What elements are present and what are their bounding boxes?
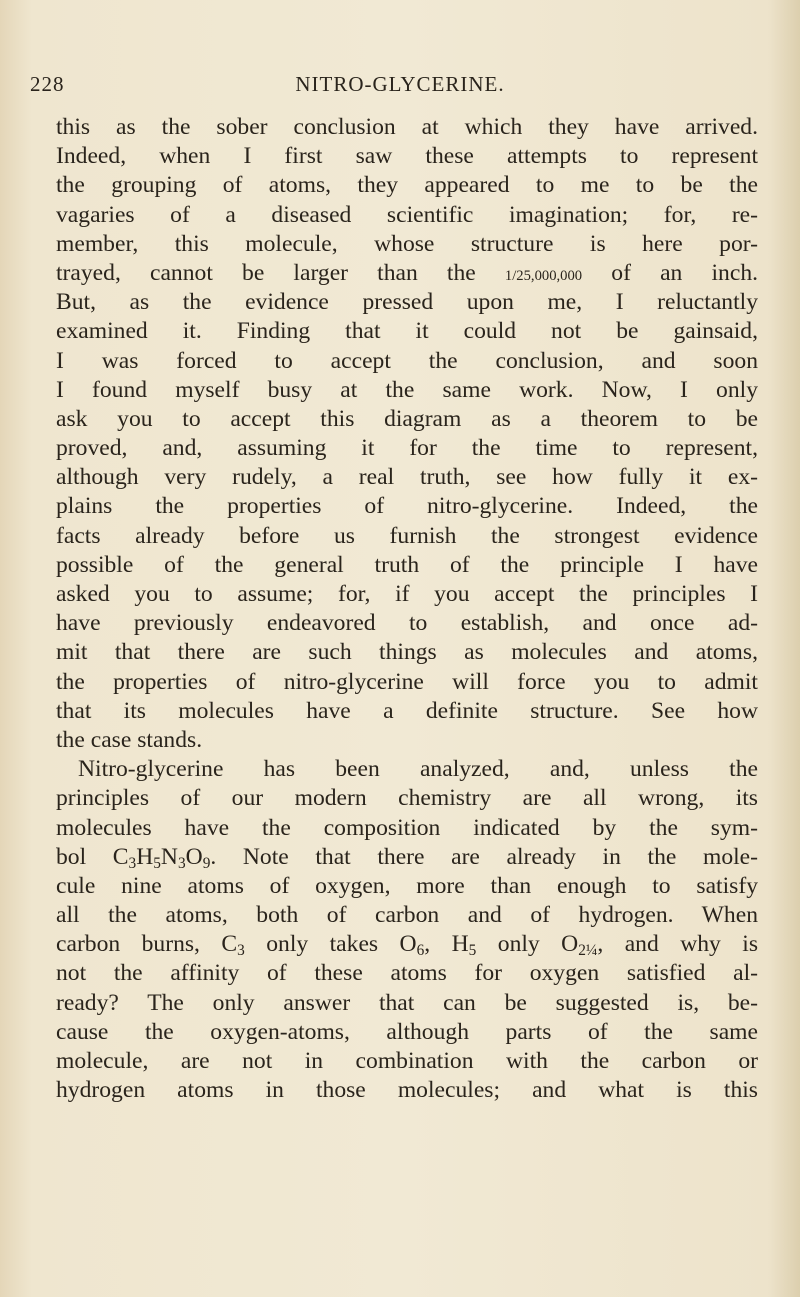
text-segment: , and why is: [597, 931, 759, 958]
chemical-formula: $O_6$: [399, 931, 425, 960]
text-line: I was forced to accept the conclusion, and soon: [56, 347, 758, 374]
text-line: not the affinity of these atoms for oxygen satisfied al-: [56, 960, 758, 987]
text-line: ready? The only answer that can be suggested is, be-: [56, 989, 758, 1016]
running-title: NITRO-GLYCERINE.: [295, 72, 505, 96]
text-line: ask you to accept this diagram as a theorem to be: [56, 405, 758, 432]
text-line: carbon burns, $C_3$ only takes $O_6$, $H_5$ only $O_{2\frac{1}{4}}$, and why is: [56, 931, 759, 960]
chemical-formula: $C_3H_5N_3O_9$: [112, 843, 211, 872]
page-number: 228: [30, 72, 65, 96]
text-line: facts already before us furnish the strongest evidence: [56, 522, 758, 549]
text-segment: carbon burns,: [56, 931, 200, 958]
text-line: cause the oxygen-atoms, although parts of the same: [56, 1018, 758, 1045]
text-line: the grouping of atoms, they appeared to me to be the: [56, 172, 758, 199]
text-line: the case stands.: [56, 726, 203, 753]
text-line: although very rudely, a real truth, see how fully it ex-: [56, 464, 758, 491]
text-line: [56, 843, 758, 872]
chemical-formula: $H_5$: [451, 931, 477, 960]
body-text: [56, 113, 758, 1105]
text-line: But, as the evidence pressed upon me, I reluctantly: [56, 289, 758, 316]
text-segment: only: [497, 931, 540, 958]
text-line: possible of the general truth of the principle I have: [56, 551, 758, 578]
fraction: 1/25,000,000: [504, 267, 583, 284]
chemical-formula: $C_3$: [221, 931, 245, 960]
text-line: asked you to assume; for, if you accept the principles I: [56, 581, 758, 607]
text-line: Indeed, when I first saw these attempts to represent: [56, 143, 758, 170]
text-line: all the atoms, both of carbon and of hydrogen. When: [56, 902, 758, 929]
text-segment: . Note that there are already in the mole-: [210, 843, 758, 870]
text-line: this as the sober conclusion at which they have arrived.: [56, 114, 758, 140]
text-line: molecule, are not in combination with the carbon or: [56, 1048, 758, 1074]
text-line: [56, 259, 758, 288]
text-line: member, this molecule, whose structure is here por-: [56, 230, 758, 257]
text-line: the properties of nitro-glycerine will force you to admit: [56, 668, 758, 695]
text-line: vagaries of a diseased scientific imagination; for, re-: [56, 201, 758, 228]
text-line: that its molecules have a definite structure. See how: [56, 697, 758, 724]
text-line: I found myself busy at the same work. Now, I only: [56, 376, 758, 403]
text-segment: bol: [56, 843, 87, 870]
text-line: principles of our modern chemistry are all wrong, its: [56, 785, 758, 812]
chemical-formula: $O_{2\frac{1}{4}}$: [561, 931, 598, 960]
text-line: cule nine atoms of oxygen, more than enough to satisfy: [56, 872, 758, 899]
text-line: hydrogen atoms in those molecules; and what is this: [56, 1077, 758, 1104]
page-header: [0, 72, 800, 102]
text-segment: trayed, cannot be larger than the: [56, 259, 476, 286]
text-segment: only takes: [266, 931, 379, 958]
text-line: plains the properties of nitro-glycerine. Indeed, the: [56, 493, 758, 520]
text-line: molecules have the composition indicated by the sym-: [56, 814, 758, 841]
text-line: Nitro-glycerine has been analyzed, and, unless the: [78, 756, 758, 783]
text-segment: of an inch.: [611, 259, 759, 286]
text-line: proved, and, assuming it for the time to represent,: [56, 435, 758, 462]
text-line: examined it. Finding that it could not be gainsaid,: [56, 318, 758, 345]
text-line: have previously endeavored to establish, and once ad-: [56, 610, 758, 637]
text-line: mit that there are such things as molecules and atoms,: [56, 639, 758, 666]
